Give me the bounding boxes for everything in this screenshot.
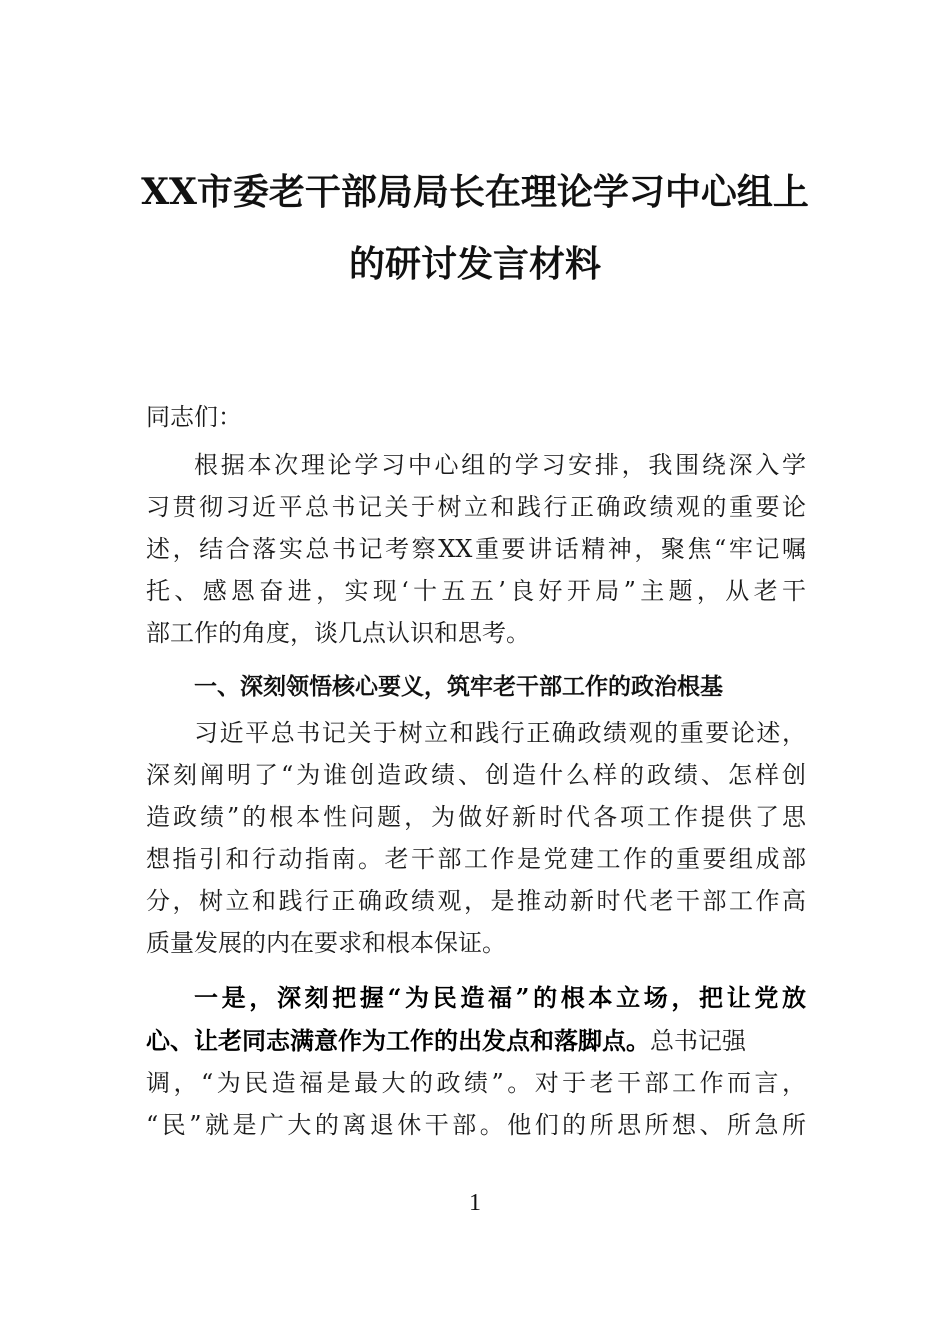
intro-line-5: 部工作的角度，谈几点认识和思考。 (146, 619, 530, 647)
section1-line-4: 想指引和行动指南。老干部工作是党建工作的重要组成部 (146, 845, 806, 873)
point1-line-4: “民”就是广大的离退休干部。他们的所思所想、所急所 (146, 1111, 806, 1139)
document-title-line-2: 的研讨发言材料 (348, 243, 601, 285)
intro-line-1: 根据本次理论学习中心组的学习安排，我围绕深入学 (194, 451, 806, 479)
point1-bold-line-1: 一是，深刻把握“为民造福”的根本立场，把让党放 (194, 983, 806, 1012)
salutation: 同志们： (146, 403, 242, 431)
page-number: 1 (469, 1190, 481, 1216)
section-heading-1: 一、深刻领悟核心要义，筑牢老干部工作的政治根基 (194, 674, 723, 700)
section1-line-1: 习近平总书记关于树立和践行正确政绩观的重要论述， (194, 719, 806, 747)
intro-line-2: 习贯彻习近平总书记关于树立和践行正确政绩观的重要论 (146, 493, 806, 521)
section1-line-6: 质量发展的内在要求和根本保证。 (146, 929, 506, 957)
document-title-line-1: XX市委老干部局局长在理论学习中心组上 (141, 171, 809, 213)
point1-normal-line-2: 总书记强 (650, 1027, 746, 1055)
section1-line-3: 造政绩”的根本性问题，为做好新时代各项工作提供了思 (146, 803, 806, 831)
section1-line-2: 深刻阐明了“为谁创造政绩、创造什么样的政绩、怎样创 (146, 761, 806, 789)
intro-line-3: 述，结合落实总书记考察XX重要讲话精神，聚焦“牢记嘱 (146, 535, 806, 563)
point1-line-2 (146, 1025, 806, 1057)
intro-line-4: 托、感恩奋进，实现‘十五五’良好开局”主题，从老干 (146, 577, 806, 605)
section1-line-5: 分，树立和践行正确政绩观，是推动新时代老干部工作高 (146, 887, 806, 915)
point1-line-3: 调，“为民造福是最大的政绩”。对于老干部工作而言， (146, 1069, 806, 1097)
point1-bold-line-2: 心、让老同志满意作为工作的出发点和落脚点。 (146, 1026, 650, 1055)
